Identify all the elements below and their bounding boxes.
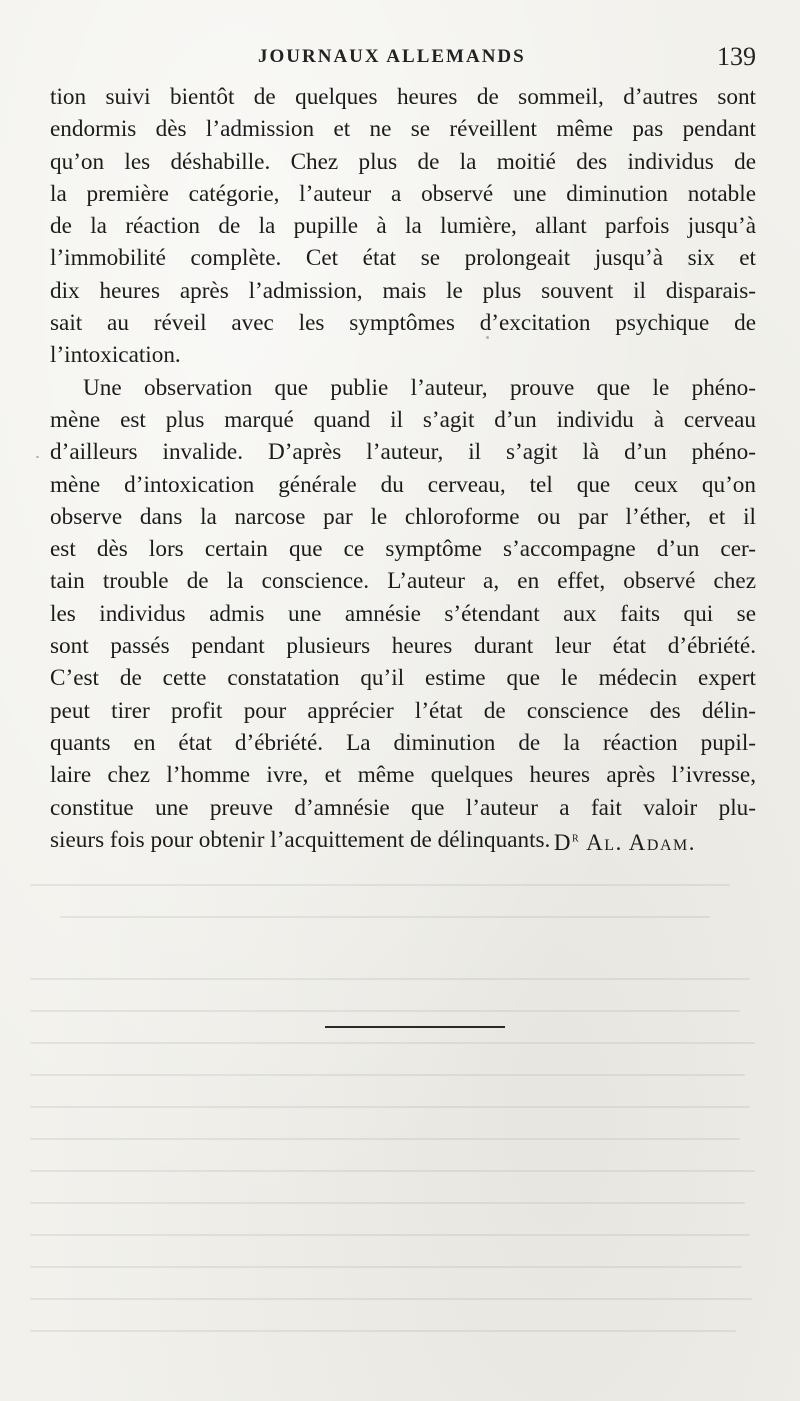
text-line: qu’on les déshabille. Chez plus de la moitié des individus de xyxy=(50,148,756,175)
ink-speck xyxy=(655,842,657,844)
signature-prefix: D xyxy=(553,830,573,855)
text-line: sait au réveil avec les symptômes d’excitation psychique de xyxy=(50,310,756,337)
running-title: JOURNAUX ALLEMANDS xyxy=(258,46,526,67)
author-signature xyxy=(554,830,696,856)
paragraph-start-line: Une observation que publie l’auteur, prouve que le phéno- xyxy=(83,374,756,401)
section-rule xyxy=(325,1026,505,1028)
text-line: sieurs fois pour obtenir l’acquittement de délinquants. xyxy=(50,826,551,853)
text-line: sont passés pendant plusieurs heures durant leur état d’ébriété. xyxy=(50,633,756,660)
running-head xyxy=(0,42,800,72)
text-line: tain trouble de la conscience. L’auteur a, en effet, observé chez xyxy=(50,568,756,595)
text-line: quants en état d’ébriété. La diminution de la réaction pupil- xyxy=(50,729,756,756)
ink-speck xyxy=(486,336,489,339)
text-line: mène d’intoxication générale du cerveau, tel que ceux qu’on xyxy=(50,471,756,498)
text-line: la première catégorie, l’auteur a observé une diminution notable xyxy=(50,180,756,207)
signature-name: Al. Adam. xyxy=(580,830,696,855)
text-line: constitue une preuve d’amnésie que l’auteur a fait valoir plu- xyxy=(50,794,756,821)
ink-speck xyxy=(36,456,39,458)
text-line: les individus admis une amnésie s’étendant aux faits qui se xyxy=(50,600,756,627)
text-line: d’ailleurs invalide. D’après l’auteur, il s’agit là d’un phéno- xyxy=(50,439,756,466)
page-number: 139 xyxy=(717,42,756,71)
bleed-through-texture xyxy=(30,870,770,1370)
text-line: mène est plus marqué quand il s’agit d’un individu à cerveau xyxy=(50,406,756,433)
text-line: de la réaction de la pupille à la lumière, allant parfois jusqu’à xyxy=(50,213,756,240)
text-line: laire chez l’homme ivre, et même quelques heures après l’ivresse, xyxy=(50,762,756,789)
text-line: peut tirer profit pour apprécier l’état de conscience des délin- xyxy=(50,697,756,724)
signature-prefix-sup: r xyxy=(572,830,581,846)
text-line: l’intoxication. xyxy=(50,342,181,369)
text-line: dix heures après l’admission, mais le plus souvent il disparais- xyxy=(50,277,756,304)
body-text xyxy=(50,81,756,856)
text-line: tion suivi bientôt de quelques heures de sommeil, d’autres sont xyxy=(50,84,756,110)
text-line: endormis dès l’admission et ne se réveillent même pas pendant xyxy=(50,116,756,143)
text-line: l’immobilité complète. Cet état se prolongeait jusqu’à six et xyxy=(50,245,756,272)
text-line: est dès lors certain que ce symptôme s’accompagne d’un cer- xyxy=(50,536,756,563)
text-line: C’est de cette constatation qu’il estime que le médecin expert xyxy=(50,665,756,692)
text-line: observe dans la narcose par le chloroforme ou par l’éther, et il xyxy=(50,503,756,530)
